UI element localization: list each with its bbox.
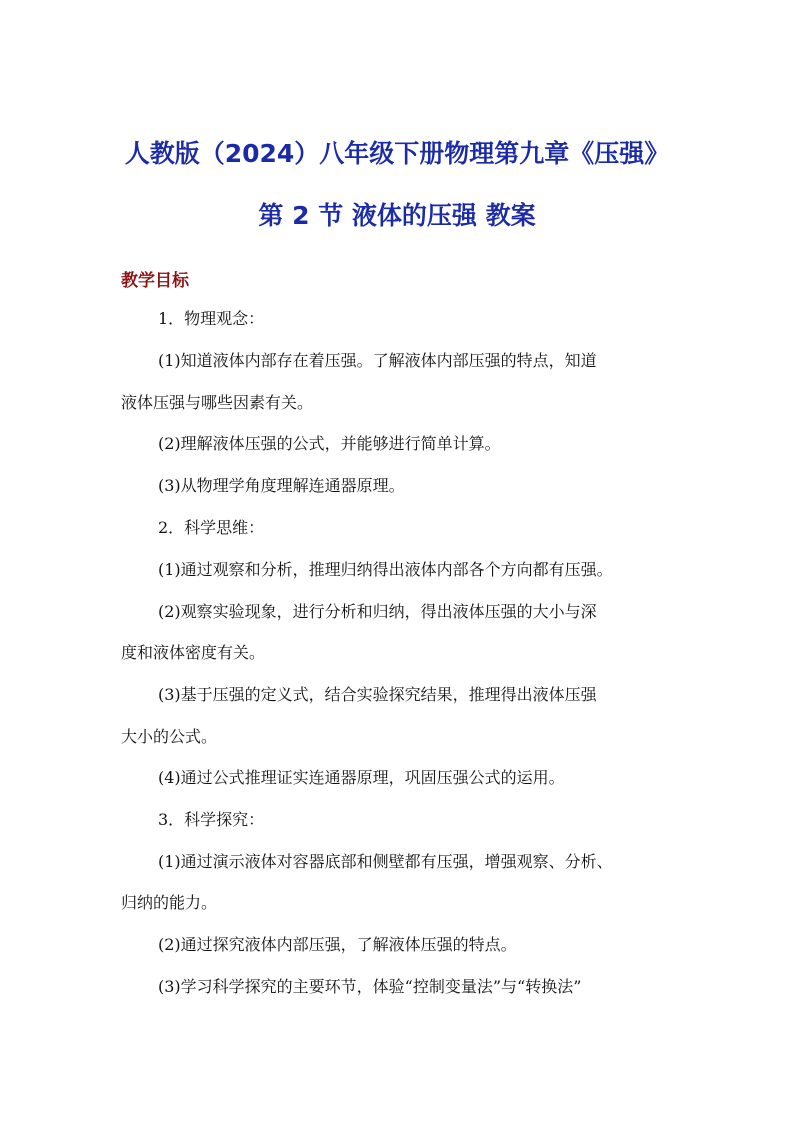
document-subtitle: 第 2 节 液体的压强 教案 bbox=[258, 201, 536, 230]
goal-category-scientific-inquiry: 3．科学探究： bbox=[158, 810, 265, 829]
paragraph-line: 大小的公式。 bbox=[121, 727, 218, 746]
paragraph-line: (2)观察实验现象，进行分析和归纳，得出液体压强的大小与深 bbox=[158, 602, 597, 621]
paragraph-line: (1)知道液体内部存在着压强。了解液体内部压强的特点，知道 bbox=[158, 351, 597, 370]
goal-category-scientific-thinking: 2．科学思维： bbox=[158, 518, 265, 537]
paragraph-line: (3)学习科学探究的主要环节，体验“控制变量法”与“转换法” bbox=[158, 977, 582, 996]
goal-category-physics-concept: 1．物理观念： bbox=[158, 309, 265, 328]
paragraph-line: (3)基于压强的定义式，结合实验探究结果，推理得出液体压强 bbox=[158, 685, 597, 704]
paragraph-line: 归纳的能力。 bbox=[121, 893, 218, 912]
paragraph-line: 度和液体密度有关。 bbox=[121, 643, 266, 662]
section-heading-teaching-goals: 教学目标 bbox=[121, 271, 189, 291]
paragraph-line: (4)通过公式推理证实连通器原理，巩固压强公式的运用。 bbox=[158, 768, 565, 787]
paragraph-line: (1)通过观察和分析，推理归纳得出液体内部各个方向都有压强。 bbox=[158, 560, 613, 579]
paragraph-line: (2)理解液体压强的公式，并能够进行简单计算。 bbox=[158, 434, 501, 453]
paragraph-line: (2)通过探究液体内部压强，了解液体压强的特点。 bbox=[158, 935, 517, 954]
paragraph-line: (3)从物理学角度理解连通器原理。 bbox=[158, 476, 405, 495]
document-title: 人教版（2024）八年级下册物理第九章《压强》 bbox=[124, 139, 670, 168]
paragraph-line: 液体压强与哪些因素有关。 bbox=[121, 393, 314, 412]
paragraph-line: (1)通过演示液体对容器底部和侧壁都有压强，增强观察、分析、 bbox=[158, 852, 613, 871]
